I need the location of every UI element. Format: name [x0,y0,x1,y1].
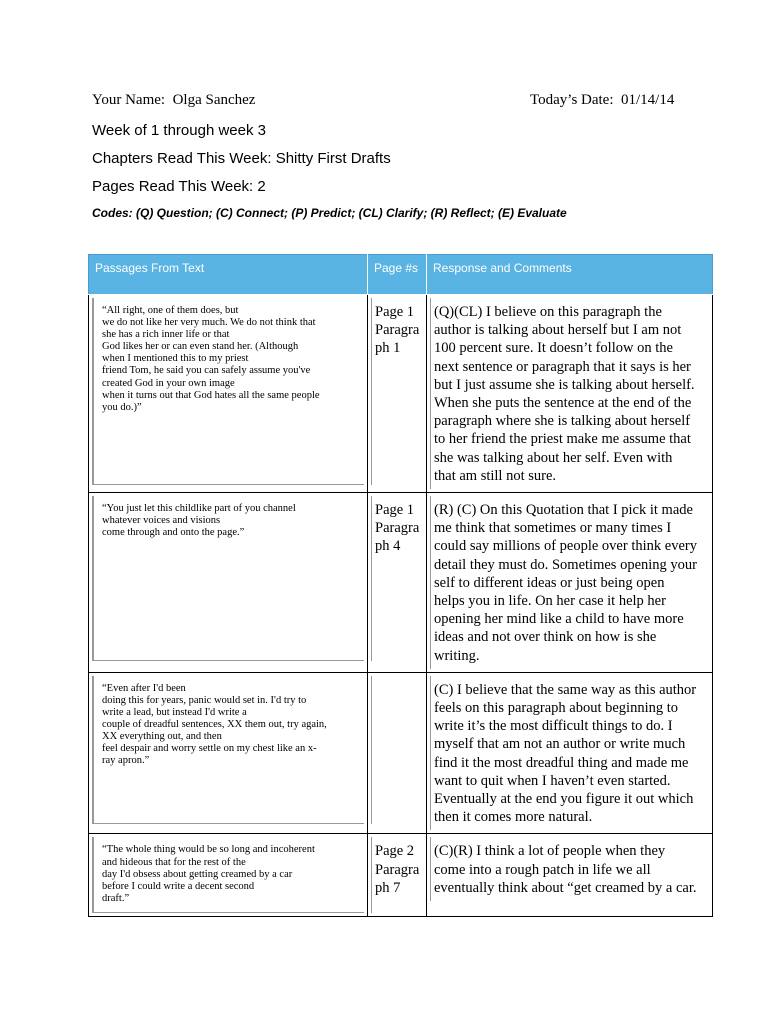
page-line: ph 4 [375,538,401,555]
codes-legend: Codes: (Q) Question; (C) Connect; (P) Predict; (CL) Clarify; (R) Reflect; (E) Evaluate [92,206,567,220]
passage-line: “You just let this childlike part of you channel [102,503,296,515]
passage-line: ray apron.” [102,755,150,767]
week-line: Week of 1 through week 3 [92,122,266,139]
column-header-pages: Page #s [368,255,427,295]
response-line: she was talking about her self. Even with [434,449,673,466]
response-cell [427,672,713,834]
response-line: find it the most dreadful thing and made me [434,754,689,771]
passage-line: when it turns out that God hates all the same people [102,389,320,401]
passage-line: “Even after I'd been [102,682,186,694]
reading-log-table [88,254,713,917]
response-line: helps you in life. On her case it help her [434,593,666,610]
response-line: author is talking about herself but I am not [434,322,682,339]
passage-line: write a lead, but instead I'd write a [102,707,247,719]
passage-line: she has a rich inner life or that [102,329,230,341]
response-line: could say millions of people over think every [434,538,697,555]
page-line: Paragra [375,322,420,339]
pages-line: Pages Read This Week: 2 [92,178,266,195]
response-line: ideas and not over think on how is she [434,629,657,646]
response-line: Eventually at the end you figure it out which [434,791,694,808]
response-line: self to different ideas or just being open [434,574,665,591]
table-row [89,295,713,493]
name-label: Your Name: [92,92,166,108]
date-label: Today’s Date: [530,92,614,108]
response-cell [427,834,713,917]
response-line: (C)(R) I think a lot of people when they [434,843,666,860]
response-line: that am still not sure. [434,467,557,484]
response-line: When she puts the sentence at the end of the [434,395,692,412]
passage-line: and hideous that for the rest of the [102,856,246,868]
passage-line: draft.” [102,892,130,904]
student-name: Olga Sanchez [172,92,256,108]
passage-cell [89,672,368,834]
response-line: want to quit when I haven’t even started. [434,772,671,789]
response-line: opening her mind like a child to have more [434,611,684,628]
table-row [89,834,713,917]
table-row [89,493,713,673]
page-cell [368,834,427,917]
response-cell [427,493,713,673]
response-line: paragraph where she is talking about herself [434,413,691,430]
response-line: me think that sometimes or many times I [434,520,672,537]
chapters-line: Chapters Read This Week: Shitty First Drafts [92,150,391,167]
page-cell [368,493,427,673]
passage-line: day I'd obsess about getting creamed by a car [102,868,293,880]
response-line: come into a rough patch in life we all [434,861,651,878]
date-line [530,92,674,109]
column-header-passages: Passages From Text [89,255,368,295]
page-cell [368,295,427,493]
passage-line: friend Tom, he said you can safely assume you've [102,365,311,377]
response-line: feels on this paragraph about beginning to [434,700,679,717]
passage-line: “All right, one of them does, but [102,305,239,316]
passage-line: XX everything out, and then [102,731,222,743]
passage-line: “The whole thing would be so long and incoherent [102,844,315,856]
page-line: Paragra [375,861,420,878]
page-line: Paragra [375,520,420,537]
response-line: myself that am not an author or write much [434,736,686,753]
page-line: Page 2 [375,843,415,860]
passage-line: couple of dreadful sentences, XX them out, try again, [102,719,327,731]
page-cell [368,672,427,834]
response-line: (C) I believe that the same way as this author [434,681,697,698]
page-line: ph 1 [375,340,401,357]
response-line: (R) (C) On this Quotation that I pick it made [434,502,693,519]
date-value: 01/14/14 [621,92,675,108]
response-line: (Q)(CL) I believe on this paragraph the [434,304,662,320]
passage-line: doing this for years, panic would set in. I'd try to [102,694,307,706]
response-line: detail they must do. Sometimes opening your [434,556,697,573]
response-line: then it comes more natural. [434,809,593,826]
passage-line: you do.)” [102,401,142,413]
passage-line: created God in your own image [102,377,235,389]
response-line: writing. [434,647,480,664]
passage-line: feel despair and worry settle on my chest like an x- [102,743,317,755]
passage-line: when I mentioned this to my priest [102,353,249,365]
response-line: 100 percent sure. It doesn’t follow on the [434,340,673,357]
response-line: next sentence or paragraph that it says is her [434,358,691,375]
passage-cell [89,834,368,917]
response-line: but I just assume she is talking about herself. [434,376,695,393]
response-line: to her friend the priest make me assume that [434,431,691,448]
passage-line: God likes her or can even stand her. (Although [102,341,299,353]
passage-line: before I could write a decent second [102,880,255,892]
table-row [89,672,713,834]
column-header-response: Response and Comments [427,255,713,295]
response-cell [427,295,713,493]
passage-line: come through and onto the page.” [102,527,245,539]
passage-line: whatever voices and visions [102,515,221,527]
passage-line: we do not like her very much. We do not think that [102,317,316,329]
passage-cell [89,295,368,493]
response-line: write it’s the most difficult things to do. I [434,718,673,735]
page-line: Page 1 [375,304,415,320]
passage-cell [89,493,368,673]
name-line [92,92,255,109]
table-header-row [89,255,713,295]
page-line: ph 7 [375,879,401,896]
response-line: eventually think about “get creamed by a car. [434,879,697,896]
page-line: Page 1 [375,502,415,519]
